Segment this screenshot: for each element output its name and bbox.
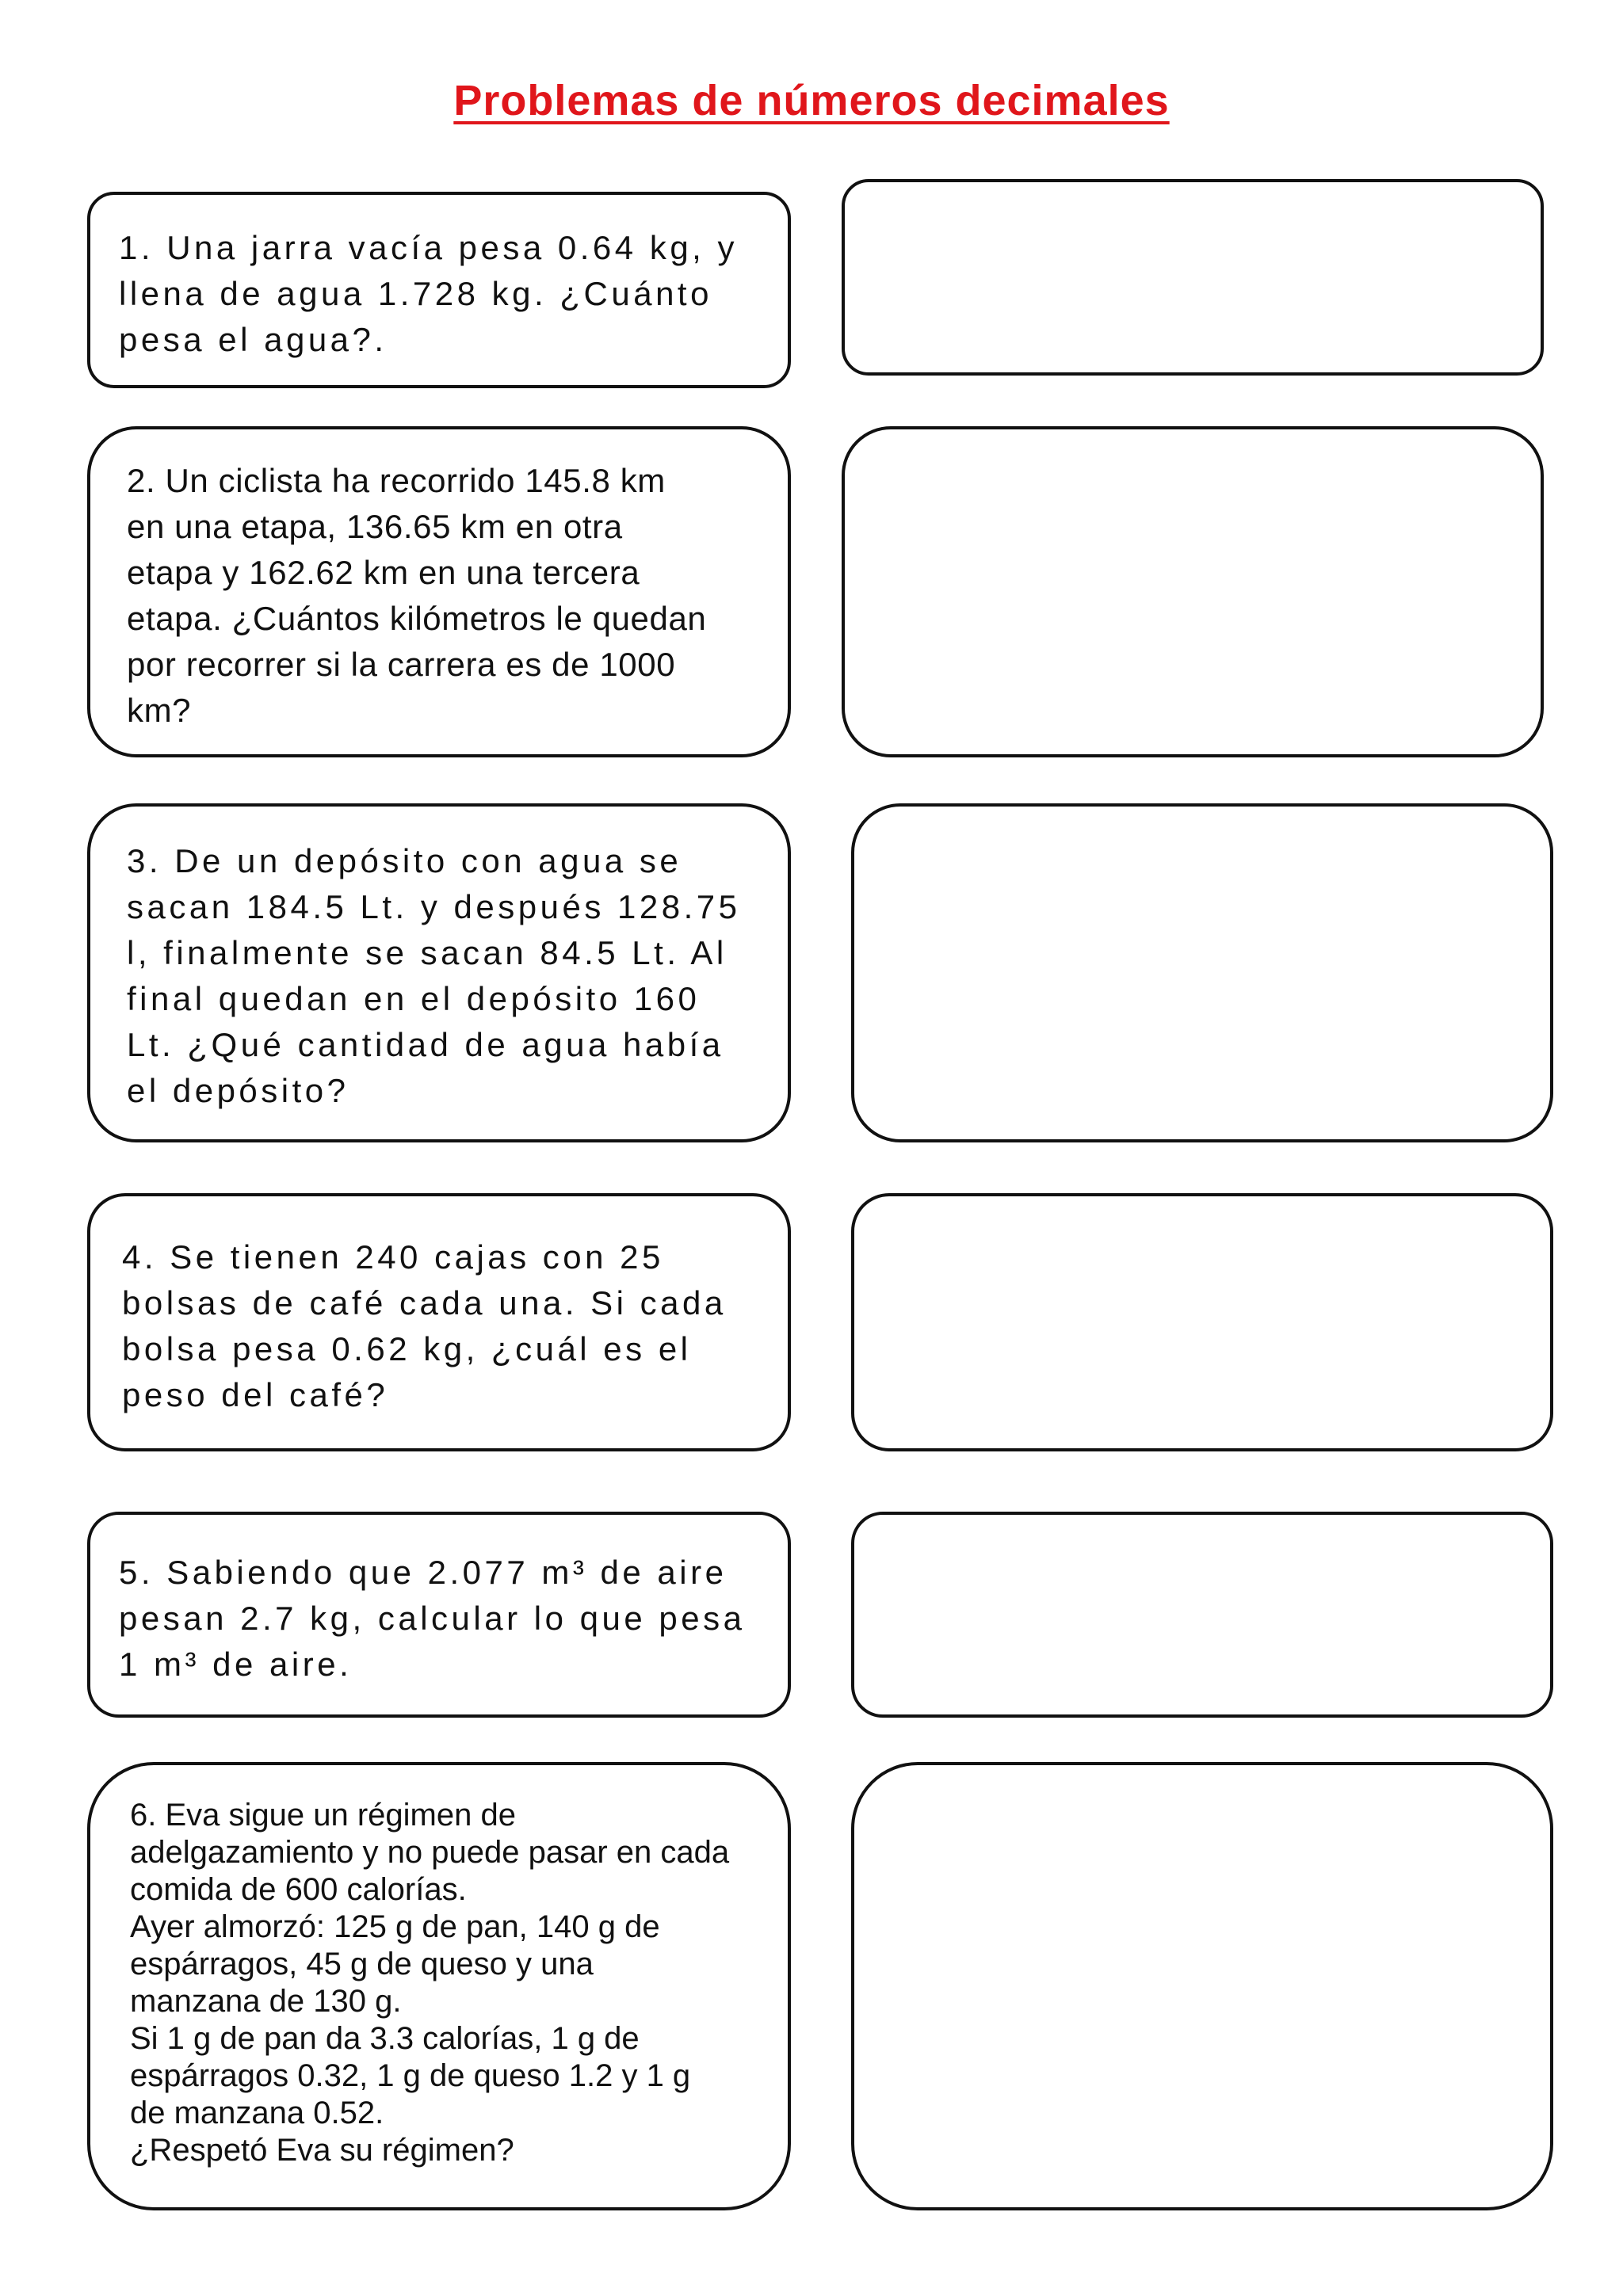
answer-box-4[interactable] — [851, 1193, 1553, 1451]
problem-text-4: 4. Se tienen 240 cajas con 25 bolsas de café cada una. Si cada bolsa pesa 0.62 kg, ¿cuál es el peso del café? — [122, 1238, 727, 1413]
problem-box-6 — [87, 1762, 791, 2210]
problem-text-6: 6. Eva sigue un régimen de adelgazamiento y no puede pasar en cada comida de 600 calorías. Ayer almorzó: 125 g de pan, 140 g de espárragos, 45 g de queso y una manzana de 130 g. Si 1 g de pan da 3.3 calorías, 1 g de espárragos 0.32, 1 g de queso 1.2 y 1 g de manzana 0.52. ¿Respetó Eva su régimen? — [130, 1798, 730, 2168]
page-title: Problemas de números decimales — [453, 77, 1170, 124]
problem-box-4 — [87, 1193, 791, 1451]
answer-box-1[interactable] — [842, 179, 1544, 376]
answer-box-5[interactable] — [851, 1512, 1553, 1718]
answer-box-6[interactable] — [851, 1762, 1553, 2210]
problem-text-2: 2. Un ciclista ha recorrido 145.8 km en una etapa, 136.65 km en otra etapa y 162.62 km en una tercera etapa. ¿Cuántos kilómetros le quedan por recorrer si la carrera es de 1000 km? — [127, 462, 707, 729]
problem-text-3: 3. De un depósito con agua se sacan 184.5 Lt. y después 128.75 l, finalmente se sacan 84.5 Lt. Al final quedan en el depósito 160 Lt. ¿Qué cantidad de agua había el depósito? — [127, 842, 741, 1109]
problem-box-3 — [87, 803, 791, 1142]
problem-text-1: 1. Una jarra vacía pesa 0.64 kg, y llena de agua 1.728 kg. ¿Cuánto pesa el agua?. — [119, 229, 739, 358]
answer-box-2[interactable] — [842, 426, 1544, 757]
problem-box-5 — [87, 1512, 791, 1718]
problem-box-2 — [87, 426, 791, 757]
problem-box-1 — [87, 192, 791, 388]
problem-text-5: 5. Sabiendo que 2.077 m³ de aire pesan 2.7 kg, calcular lo que pesa 1 m³ de aire. — [119, 1554, 746, 1683]
answer-box-3[interactable] — [851, 803, 1553, 1142]
